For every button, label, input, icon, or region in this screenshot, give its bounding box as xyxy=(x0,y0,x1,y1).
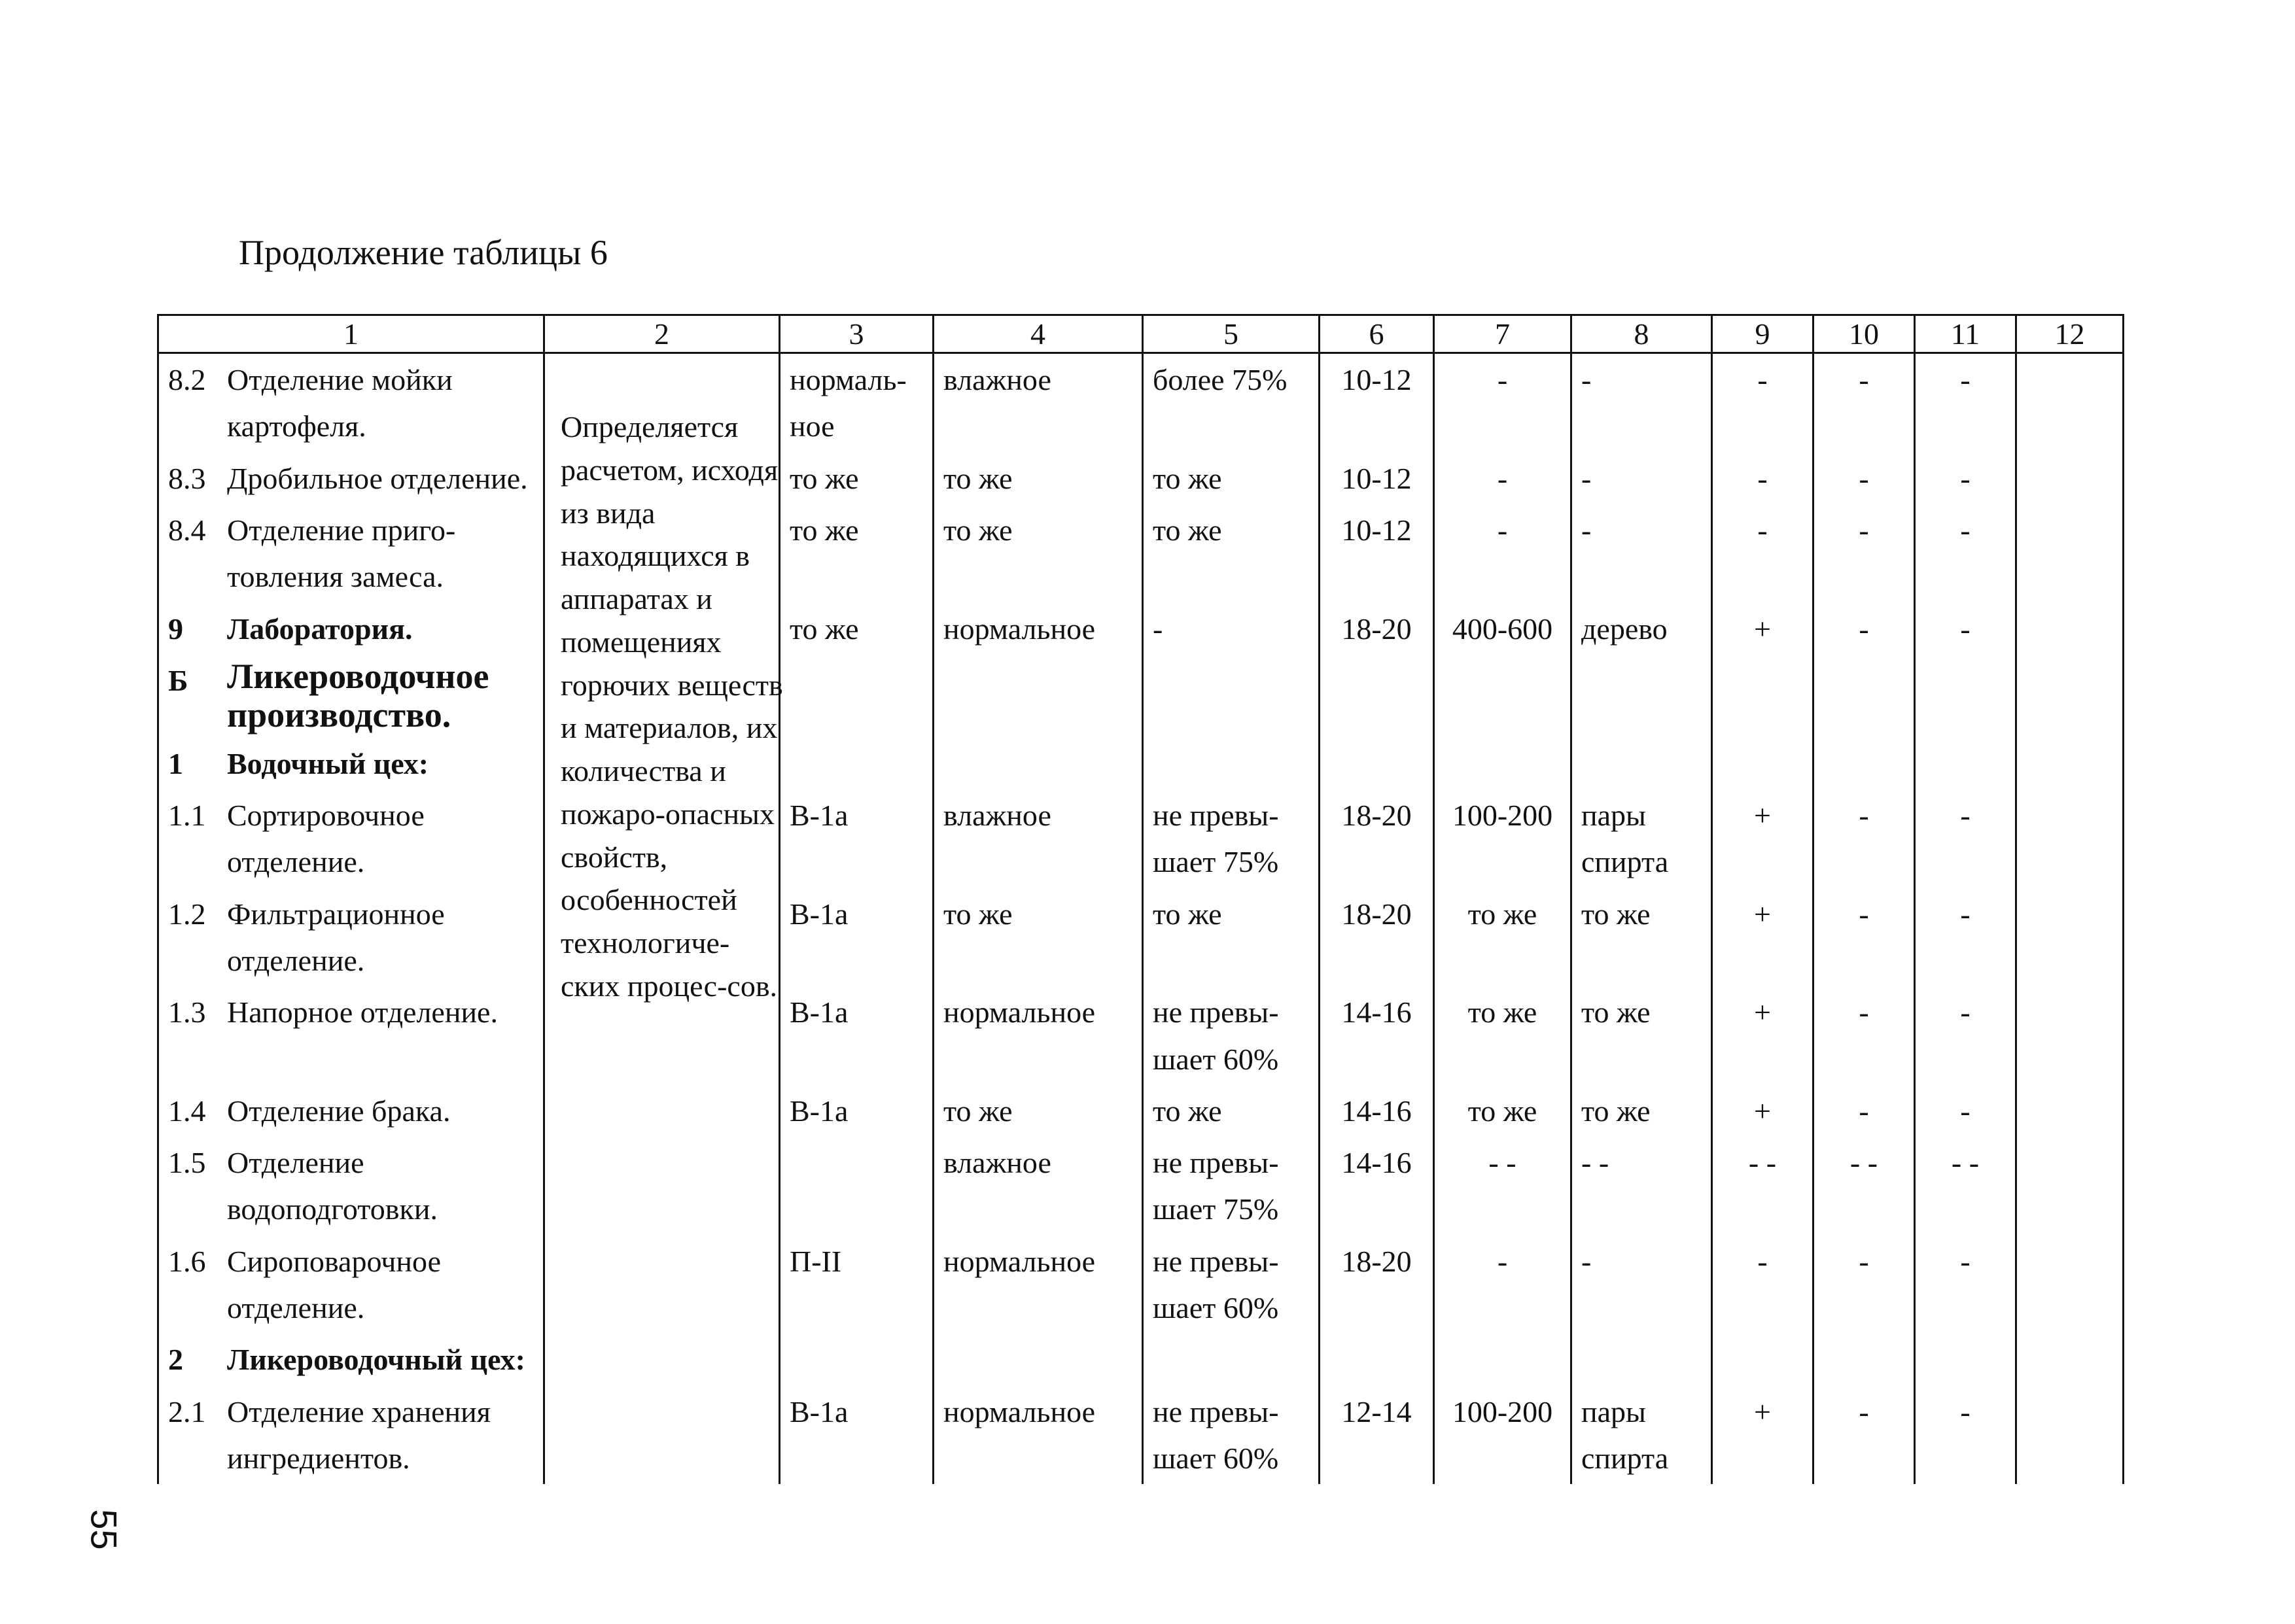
cell-col-5: не превы-шает 60% xyxy=(1143,1386,1320,1485)
cell-col-9: + xyxy=(1712,888,1813,987)
cell-col-8: пары спирта xyxy=(1571,1386,1712,1485)
column2-common-text: Определяется расчетом, исходя из вида находящихся в аппаратах и помещениях горючих веществ и материалов, их количества и пожаро-опасных свойств, особенностей технологиче-ских процес-сов. xyxy=(561,410,783,1003)
cell-col-6 xyxy=(1320,738,1434,789)
cell-col-10 xyxy=(1813,1334,1915,1385)
table-row xyxy=(158,738,2124,789)
table-row xyxy=(158,1137,2124,1235)
cell-col-10: - xyxy=(1813,1386,1915,1485)
cell-col-3: В-1а xyxy=(780,1085,934,1137)
cell-col-7: - xyxy=(1434,1235,1571,1334)
cell-col-11: - xyxy=(1915,453,2016,504)
cell-col-8: - xyxy=(1571,1235,1712,1334)
row-name-cell xyxy=(158,453,544,504)
cell-col-3: В-1а xyxy=(780,888,934,987)
table-row xyxy=(158,789,2124,888)
cell-col-5: то же xyxy=(1143,453,1320,504)
cell-col-8 xyxy=(1571,738,1712,789)
cell-col-7 xyxy=(1434,655,1571,738)
row-name-cell xyxy=(158,603,544,655)
cell-col-12 xyxy=(2016,1386,2124,1485)
cell-col-11: - - xyxy=(1915,1137,2016,1235)
cell-col-6: 10-12 xyxy=(1320,353,1434,453)
table-row xyxy=(158,1085,2124,1137)
row-name-cell xyxy=(158,1386,544,1485)
cell-col-6: 18-20 xyxy=(1320,888,1434,987)
cell-col-3 xyxy=(780,1334,934,1385)
cell-col-11: - xyxy=(1915,1386,2016,1485)
column-header-5: 5 xyxy=(1143,315,1320,353)
cell-col-3 xyxy=(780,655,934,738)
cell-col-8: - - xyxy=(1571,1137,1712,1235)
cell-col-7: 100-200 xyxy=(1434,1386,1571,1485)
row-name-cell xyxy=(158,504,544,603)
cell-col-9: - xyxy=(1712,353,1813,453)
cell-col-7 xyxy=(1434,1334,1571,1385)
cell-col-11 xyxy=(1915,1334,2016,1385)
cell-col-12 xyxy=(2016,1334,2124,1385)
cell-col-6: 14-16 xyxy=(1320,1085,1434,1137)
column2-cell xyxy=(544,1137,780,1235)
cell-col-8: то же xyxy=(1571,986,1712,1085)
cell-col-5 xyxy=(1143,738,1320,789)
column-header-12: 12 xyxy=(2016,315,2124,353)
cell-col-8: - xyxy=(1571,504,1712,603)
row-name: Отделение приго-товления замеса. xyxy=(227,513,456,594)
cell-col-4: влажное xyxy=(934,789,1143,888)
cell-col-7: - xyxy=(1434,504,1571,603)
row-name: Сортировочное отделение. xyxy=(227,799,425,879)
cell-col-5: то же xyxy=(1143,504,1320,603)
cell-col-5 xyxy=(1143,655,1320,738)
row-number: 8.2 xyxy=(168,363,206,397)
cell-col-6: 18-20 xyxy=(1320,789,1434,888)
cell-col-9: - xyxy=(1712,453,1813,504)
cell-col-4: то же xyxy=(934,1085,1143,1137)
cell-col-4: нормальное xyxy=(934,1386,1143,1485)
cell-col-12 xyxy=(2016,655,2124,738)
cell-col-4: то же xyxy=(934,453,1143,504)
cell-col-11: - xyxy=(1915,504,2016,603)
row-name-cell xyxy=(158,655,544,738)
cell-col-5: - xyxy=(1143,603,1320,655)
row-number: 1.1 xyxy=(168,799,206,833)
cell-col-12 xyxy=(2016,1137,2124,1235)
row-name: Сироповарочное отделение. xyxy=(227,1244,441,1325)
cell-col-12 xyxy=(2016,603,2124,655)
cell-col-10: - - xyxy=(1813,1137,1915,1235)
column-header-9: 9 xyxy=(1712,315,1813,353)
column2-cell xyxy=(544,1235,780,1334)
cell-col-4 xyxy=(934,655,1143,738)
table-row xyxy=(158,1334,2124,1385)
cell-col-11: - xyxy=(1915,986,2016,1085)
row-name: Ликероводочный цех: xyxy=(227,1343,525,1377)
row-name-cell xyxy=(158,789,544,888)
cell-col-10: - xyxy=(1813,1085,1915,1137)
column-header-2: 2 xyxy=(544,315,780,353)
cell-col-3: П-II xyxy=(780,1235,934,1334)
cell-col-12 xyxy=(2016,353,2124,453)
cell-col-7: то же xyxy=(1434,1085,1571,1137)
cell-col-12 xyxy=(2016,453,2124,504)
cell-col-3: то же xyxy=(780,504,934,603)
table-row xyxy=(158,655,2124,738)
row-number: Б xyxy=(168,663,188,697)
row-name-cell xyxy=(158,888,544,987)
cell-col-9: - xyxy=(1712,504,1813,603)
row-name: Дробильное отделение. xyxy=(227,461,528,495)
column2-cell xyxy=(544,1334,780,1385)
cell-col-7: 400-600 xyxy=(1434,603,1571,655)
cell-col-12 xyxy=(2016,1235,2124,1334)
cell-col-8: пары спирта xyxy=(1571,789,1712,888)
cell-col-7: - - xyxy=(1434,1137,1571,1235)
cell-col-3: то же xyxy=(780,603,934,655)
cell-col-4: то же xyxy=(934,888,1143,987)
cell-col-10: - xyxy=(1813,888,1915,987)
cell-col-3 xyxy=(780,1137,934,1235)
row-name: Отделение мойки картофеля. xyxy=(227,363,453,443)
cell-col-4: то же xyxy=(934,504,1143,603)
row-name: Ликероводочное производство. xyxy=(227,656,489,735)
cell-col-8: то же xyxy=(1571,1085,1712,1137)
cell-col-6: 10-12 xyxy=(1320,453,1434,504)
cell-col-9 xyxy=(1712,1334,1813,1385)
row-number: 1.2 xyxy=(168,897,206,931)
table-row xyxy=(158,453,2124,504)
cell-col-12 xyxy=(2016,504,2124,603)
row-number: 8.4 xyxy=(168,513,206,547)
cell-col-6: 14-16 xyxy=(1320,1137,1434,1235)
cell-col-6: 18-20 xyxy=(1320,603,1434,655)
cell-col-4: влажное xyxy=(934,353,1143,453)
cell-col-4: влажное xyxy=(934,1137,1143,1235)
cell-col-5: более 75% xyxy=(1143,353,1320,453)
cell-col-9: + xyxy=(1712,1085,1813,1137)
table-row xyxy=(158,1235,2124,1334)
cell-col-11: - xyxy=(1915,353,2016,453)
row-number: 1.4 xyxy=(168,1094,206,1128)
cell-col-3: В-1а xyxy=(780,1386,934,1485)
row-number: 2 xyxy=(168,1343,183,1377)
cell-col-3: В-1а xyxy=(780,986,934,1085)
cell-col-12 xyxy=(2016,1085,2124,1137)
cell-col-6: 14-16 xyxy=(1320,986,1434,1085)
cell-col-9 xyxy=(1712,738,1813,789)
cell-col-9: + xyxy=(1712,1386,1813,1485)
column-header-7: 7 xyxy=(1434,315,1571,353)
cell-col-12 xyxy=(2016,738,2124,789)
cell-col-10: - xyxy=(1813,986,1915,1085)
row-name-cell xyxy=(158,1085,544,1137)
page-number: 55 xyxy=(83,1509,125,1550)
cell-col-10: - xyxy=(1813,504,1915,603)
cell-col-7: - xyxy=(1434,353,1571,453)
cell-col-6: 12-14 xyxy=(1320,1386,1434,1485)
row-name-cell xyxy=(158,986,544,1085)
column-header-1: 1 xyxy=(158,315,544,353)
cell-col-7: 100-200 xyxy=(1434,789,1571,888)
row-name: Напорное отделение. xyxy=(227,995,498,1029)
cell-col-5: не превы-шает 60% xyxy=(1143,986,1320,1085)
column-header-11: 11 xyxy=(1915,315,2016,353)
row-name-cell xyxy=(158,738,544,789)
table-row xyxy=(158,1386,2124,1485)
cell-col-11 xyxy=(1915,655,2016,738)
row-number: 8.3 xyxy=(168,461,206,495)
cell-col-8 xyxy=(1571,1334,1712,1385)
cell-col-10: - xyxy=(1813,603,1915,655)
row-number: 1 xyxy=(168,746,183,780)
cell-col-12 xyxy=(2016,986,2124,1085)
cell-col-12 xyxy=(2016,888,2124,987)
column2-cell xyxy=(544,1085,780,1137)
cell-col-4: нормальное xyxy=(934,986,1143,1085)
cell-col-9: + xyxy=(1712,986,1813,1085)
column-header-3: 3 xyxy=(780,315,934,353)
row-name: Отделение водоподготовки. xyxy=(227,1146,438,1226)
cell-col-10: - xyxy=(1813,1235,1915,1334)
cell-col-11: - xyxy=(1915,1085,2016,1137)
cell-col-7: то же xyxy=(1434,986,1571,1085)
column-header-6: 6 xyxy=(1320,315,1434,353)
row-name: Лаборатория. xyxy=(227,612,413,646)
cell-col-10: - xyxy=(1813,453,1915,504)
column-header-10: 10 xyxy=(1813,315,1915,353)
row-number: 1.3 xyxy=(168,995,206,1029)
cell-col-3: нормаль-ное xyxy=(780,353,934,453)
table-row xyxy=(158,353,2124,453)
row-number: 9 xyxy=(168,612,183,646)
cell-col-8 xyxy=(1571,655,1712,738)
cell-col-5: не превы-шает 60% xyxy=(1143,1235,1320,1334)
cell-col-11 xyxy=(1915,738,2016,789)
table-body xyxy=(158,353,2124,1485)
cell-col-7 xyxy=(1434,738,1571,789)
cell-col-7: то же xyxy=(1434,888,1571,987)
cell-col-5: то же xyxy=(1143,1085,1320,1137)
cell-col-5: то же xyxy=(1143,888,1320,987)
cell-col-9: - xyxy=(1712,1235,1813,1334)
column2-cell xyxy=(544,1386,780,1485)
cell-col-6 xyxy=(1320,1334,1434,1385)
cell-col-3: то же xyxy=(780,453,934,504)
cell-col-10: - xyxy=(1813,353,1915,453)
cell-col-7: - xyxy=(1434,453,1571,504)
column-header-4: 4 xyxy=(934,315,1143,353)
row-name: Фильтрационное отделение. xyxy=(227,897,445,977)
cell-col-11: - xyxy=(1915,789,2016,888)
cell-col-10 xyxy=(1813,738,1915,789)
cell-col-11: - xyxy=(1915,1235,2016,1334)
cell-col-8: дерево xyxy=(1571,603,1712,655)
data-table xyxy=(157,314,2124,1484)
cell-col-4 xyxy=(934,738,1143,789)
row-number: 2.1 xyxy=(168,1394,206,1428)
header-row xyxy=(158,315,2124,353)
cell-col-9: + xyxy=(1712,789,1813,888)
cell-col-4 xyxy=(934,1334,1143,1385)
cell-col-8: - xyxy=(1571,353,1712,453)
row-name: Отделение брака. xyxy=(227,1094,451,1128)
row-number: 1.6 xyxy=(168,1244,206,1278)
cell-col-5: не превы-шает 75% xyxy=(1143,789,1320,888)
cell-col-5: не превы-шает 75% xyxy=(1143,1137,1320,1235)
table-row xyxy=(158,504,2124,603)
cell-col-8: - xyxy=(1571,453,1712,504)
table-row xyxy=(158,986,2124,1085)
row-name-cell xyxy=(158,1235,544,1334)
column-header-8: 8 xyxy=(1571,315,1712,353)
table-row xyxy=(158,888,2124,987)
cell-col-12 xyxy=(2016,789,2124,888)
cell-col-5 xyxy=(1143,1334,1320,1385)
cell-col-10: - xyxy=(1813,789,1915,888)
table-frame xyxy=(157,314,2122,1475)
cell-col-3 xyxy=(780,738,934,789)
cell-col-6: 18-20 xyxy=(1320,1235,1434,1334)
cell-col-3: В-1а xyxy=(780,789,934,888)
cell-col-4: нормальное xyxy=(934,1235,1143,1334)
cell-col-9: - - xyxy=(1712,1137,1813,1235)
table-continuation-title: Продолжение таблицы 6 xyxy=(239,233,608,272)
cell-col-6: 10-12 xyxy=(1320,504,1434,603)
row-name: Водочный цех: xyxy=(227,746,429,780)
cell-col-6 xyxy=(1320,655,1434,738)
row-name-cell xyxy=(158,1334,544,1385)
row-name: Отделение хранения ингредиентов. xyxy=(227,1394,491,1475)
cell-col-4: нормальное xyxy=(934,603,1143,655)
cell-col-8: то же xyxy=(1571,888,1712,987)
cell-col-10 xyxy=(1813,655,1915,738)
cell-col-11: - xyxy=(1915,603,2016,655)
row-number: 1.5 xyxy=(168,1146,206,1180)
row-name-cell xyxy=(158,353,544,453)
cell-col-9: + xyxy=(1712,603,1813,655)
cell-col-9 xyxy=(1712,655,1813,738)
cell-col-11: - xyxy=(1915,888,2016,987)
table-row xyxy=(158,603,2124,655)
row-name-cell xyxy=(158,1137,544,1235)
